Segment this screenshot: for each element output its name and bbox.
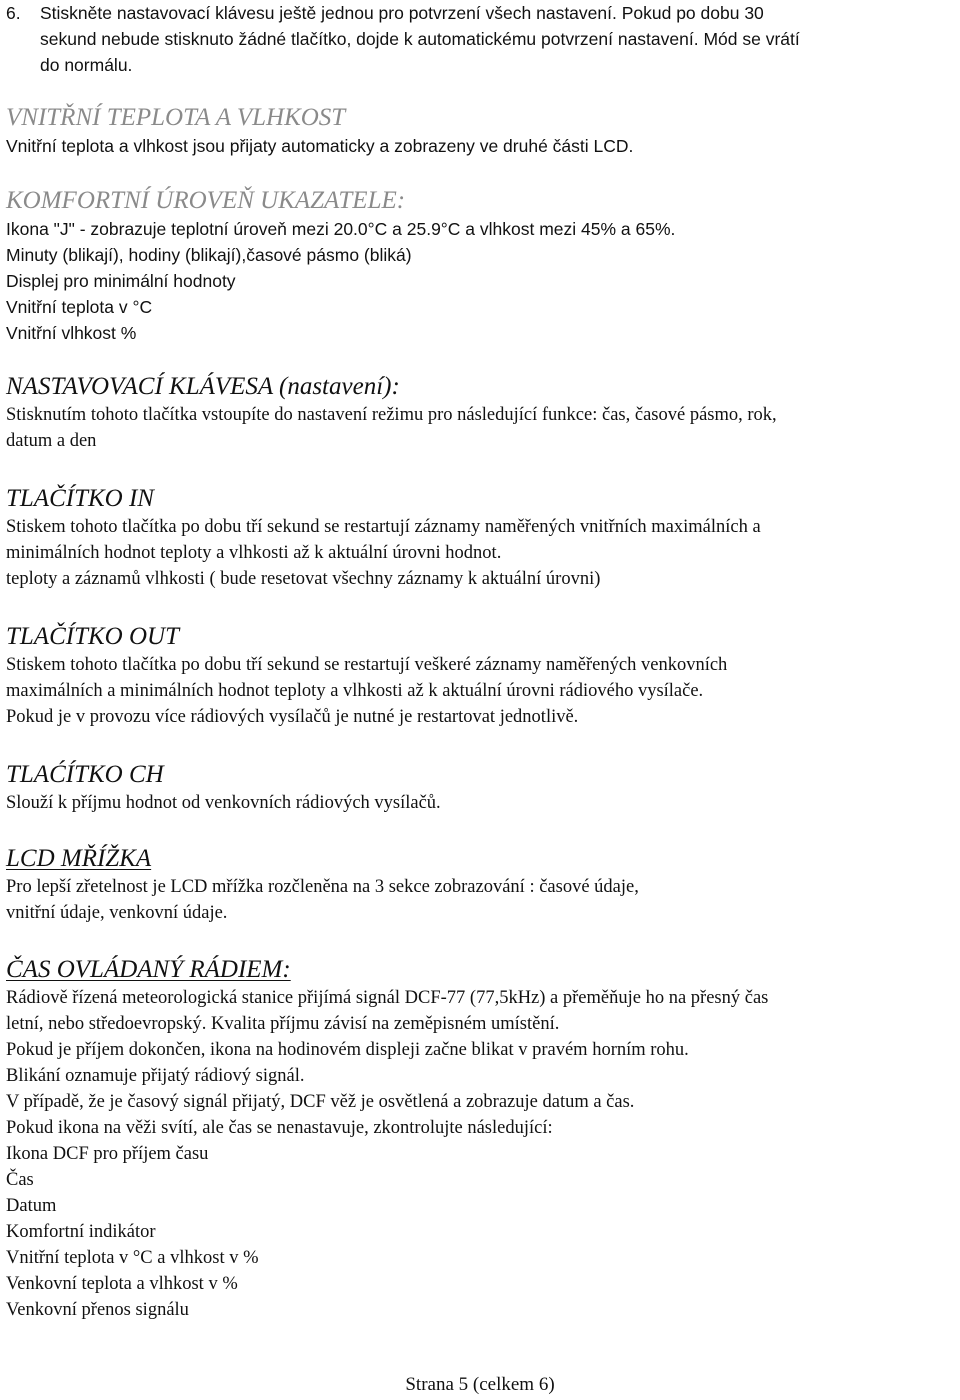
paragraph-line: Ikona "J" - zobrazuje teplotní úroveň mezi 20.0°C a 25.9°C a vlhkost mezi 45% a 65%. bbox=[6, 219, 676, 239]
paragraph-line: Vnitřní teplota v °C bbox=[6, 297, 153, 317]
section-heading: TLAĆÍTKO CH bbox=[6, 761, 164, 788]
paragraph-line: Blikání oznamuje přijatý rádiový signál. bbox=[6, 1066, 305, 1086]
intro-line: sekund nebude stisknuto žádné tlačítko, dojde k automatickému potvrzení nastavení. Mód se vrátí bbox=[40, 29, 800, 49]
checklist-item: Komfortní indikátor bbox=[6, 1222, 156, 1242]
section-heading: LCD MŘÍŽKA bbox=[6, 845, 152, 872]
paragraph-line: Stisknutím tohoto tlačítka vstoupíte do nastavení režimu pro následující funkce: čas, časové pásmo, rok, bbox=[6, 405, 777, 425]
paragraph-line: Rádiově řízená meteorologická stanice přijímá signál DCF-77 (77,5kHz) a přeměňuje ho na přesný čas bbox=[6, 988, 769, 1008]
checklist-item: Venkovní přenos signálu bbox=[6, 1300, 189, 1320]
section-heading: VNITŘNÍ TEPLOTA A VLHKOST bbox=[6, 104, 346, 131]
paragraph-line: datum a den bbox=[6, 431, 97, 451]
checklist-item: Vnitřní teplota v °C a vlhkost v % bbox=[6, 1248, 259, 1268]
paragraph-line: Pokud ikona na věži svítí, ale čas se nenastavuje, zkontrolujte následující: bbox=[6, 1118, 553, 1138]
checklist-item: Čas bbox=[6, 1170, 34, 1190]
section-heading: ČAS OVLÁDANÝ RÁDIEM: bbox=[6, 956, 291, 983]
section-radio-time bbox=[6, 955, 954, 1323]
section-ch-button bbox=[6, 760, 954, 816]
paragraph-line: Vnitřní teplota a vlhkost jsou přijaty automaticky a zobrazeny ve druhé části LCD. bbox=[6, 136, 634, 156]
paragraph-line: Minuty (blikají), hodiny (blikají),časové pásmo (bliká) bbox=[6, 245, 412, 265]
paragraph-line: Pokud je příjem dokončen, ikona na hodinovém displeji začne blikat v pravém horním rohu. bbox=[6, 1040, 689, 1060]
section-heading: TLAČÍTKO OUT bbox=[6, 623, 179, 650]
paragraph-line: letní, nebo středoevropský. Kvalita příjmu závisí na zeměpisném umístění. bbox=[6, 1014, 560, 1034]
checklist-item: Venkovní teplota a vlhkost v % bbox=[6, 1274, 238, 1294]
section-in-button bbox=[6, 484, 954, 592]
paragraph-line: vnitřní údaje, venkovní údaje. bbox=[6, 903, 228, 923]
page-footer bbox=[0, 1372, 960, 1398]
paragraph-line: Displej pro minimální hodnoty bbox=[6, 271, 236, 291]
section-lcd-grid bbox=[6, 844, 954, 926]
intro-line: do normálu. bbox=[40, 55, 133, 75]
paragraph-line: maximálních a minimálních hodnot teploty a vlhkosti až k aktuální úrovni rádiového vysílače. bbox=[6, 681, 704, 701]
intro-number: 6. bbox=[6, 3, 21, 23]
page-number-label: Strana 5 (celkem 6) bbox=[405, 1374, 555, 1395]
section-out-button bbox=[6, 622, 954, 730]
paragraph-line: teploty a záznamů vlhkosti ( bude resetovat všechny záznamy k aktuální úrovni) bbox=[6, 569, 601, 589]
paragraph-line: Pokud je v provozu více rádiových vysílačů je nutné je restartovat jednotlivě. bbox=[6, 707, 579, 727]
paragraph-line: Slouží k příjmu hodnot od venkovních rádiových vysílačů. bbox=[6, 793, 441, 813]
paragraph-line: V případě, že je časový signál přijatý, DCF věž je osvětlená a zobrazuje datum a čas. bbox=[6, 1092, 635, 1112]
section-heading: KOMFORTNÍ ÚROVEŇ UKAZATELE: bbox=[6, 187, 406, 214]
checklist-item: Datum bbox=[6, 1196, 57, 1216]
section-indoor bbox=[6, 103, 954, 159]
checklist-item: Ikona DCF pro příjem času bbox=[6, 1144, 209, 1164]
intro-text bbox=[40, 0, 955, 78]
intro-line: Stiskněte nastavovací klávesu ještě jednou pro potvrzení všech nastavení. Pokud po dobu 30 bbox=[40, 3, 764, 23]
section-heading: TLAČÍTKO IN bbox=[6, 485, 154, 512]
paragraph-line: Stiskem tohoto tlačítka po dobu tří sekund se restartují záznamy naměřených vnitřních maximálních a bbox=[6, 517, 761, 537]
section-comfort bbox=[6, 186, 954, 346]
section-setkey bbox=[6, 372, 954, 454]
section-heading: NASTAVOVACÍ KLÁVESA (nastavení): bbox=[6, 373, 400, 400]
paragraph-line: minimálních hodnot teploty a vlhkosti až k aktuální úrovni hodnot. bbox=[6, 543, 502, 563]
paragraph-line: Stiskem tohoto tlačítka po dobu tří sekund se restartují veškeré záznamy naměřených venkovních bbox=[6, 655, 728, 675]
paragraph-line: Vnitřní vlhkost % bbox=[6, 323, 137, 343]
paragraph-line: Pro lepší zřetelnost je LCD mřížka rozčleněna na 3 sekce zobrazování : časové údaje, bbox=[6, 877, 639, 897]
